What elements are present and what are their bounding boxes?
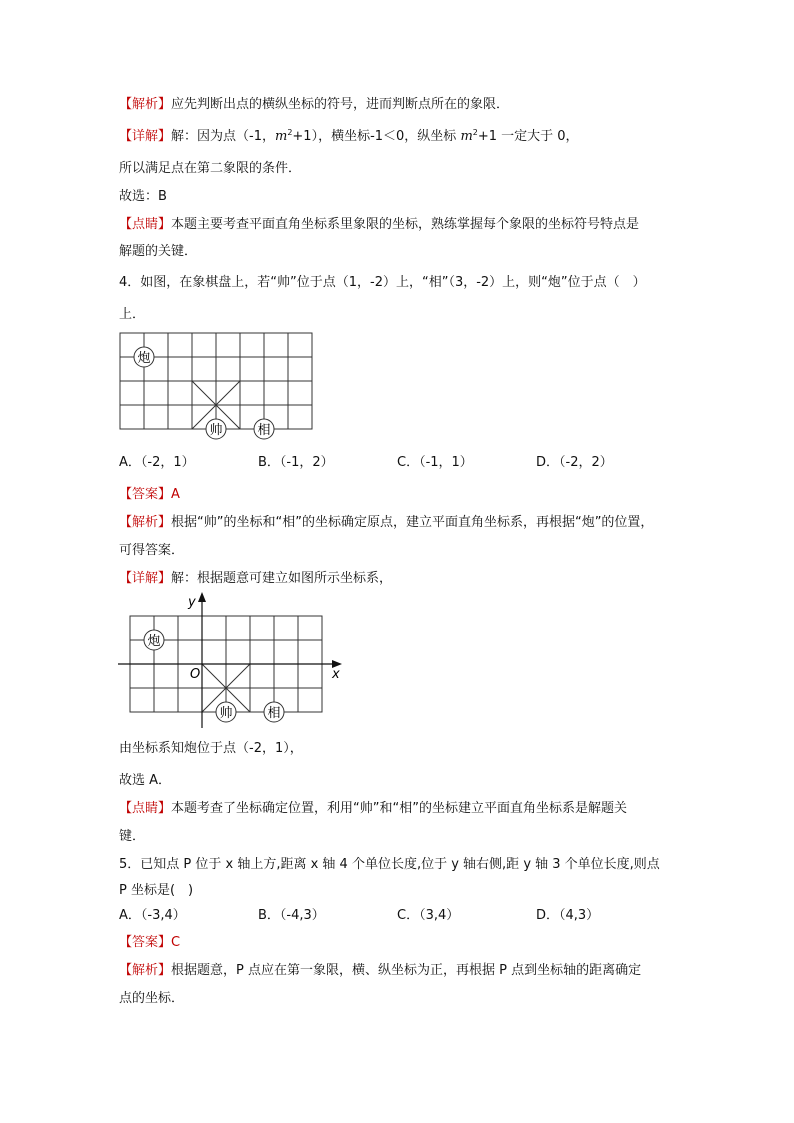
question-4-stem: 4．如图，在象棋盘上，若“帅”位于点（1，-2）上，“相”（3，-2）上，则“炮”位于点（ ） — [119, 275, 646, 290]
q5-option-d: D．（4,3） — [536, 908, 600, 923]
piece-shuai — [206, 419, 226, 439]
piece-xiang-label: 相 — [267, 706, 281, 721]
q4-choice: 故选 A． — [119, 773, 172, 788]
q5-analysis-2: 点的坐标． — [119, 991, 185, 1006]
piece-pao-label: 炮 — [147, 634, 161, 649]
chess-board-figure — [118, 330, 318, 442]
analysis-tag: 【解析】 — [119, 97, 172, 112]
answer-value: C — [171, 935, 181, 950]
detail-line — [119, 128, 579, 146]
detail-tag: 【详解】 — [119, 129, 172, 144]
x-axis-label: x — [332, 667, 340, 682]
q5-analysis — [119, 962, 641, 980]
var-m: m — [460, 129, 473, 144]
q4-detail — [119, 570, 392, 588]
var-m: m — [274, 129, 288, 144]
q5-option-c: C．（3,4） — [397, 908, 460, 923]
choice-line: 故选：B — [119, 189, 167, 204]
piece-xiang — [264, 702, 284, 722]
q4-comment — [119, 800, 627, 818]
comment-tag: 【点睛】 — [119, 801, 172, 816]
q5-option-b: B．（-4,3） — [258, 908, 325, 923]
square-exponent: 2 — [472, 128, 478, 137]
q4-option-c: C．（-1，1） — [397, 455, 473, 470]
y-axis-arrow-icon — [198, 592, 206, 602]
detail-text: 解：根据题意可建立如图所示坐标系， — [171, 571, 393, 586]
piece-pao-label: 炮 — [137, 351, 151, 366]
q5-answer — [119, 934, 180, 952]
coordinate-system-figure — [118, 592, 350, 728]
q4-option-d: D．（-2，2） — [536, 455, 613, 470]
detail-tag: 【详解】 — [119, 571, 172, 586]
piece-shuai — [216, 702, 236, 722]
square-exponent: 2 — [287, 128, 293, 137]
answer-value: A — [171, 487, 180, 502]
piece-pao — [144, 630, 164, 650]
q4-answer — [119, 486, 180, 504]
piece-xiang — [254, 419, 274, 439]
q4-conclusion: 由坐标系知炮位于点（-2，1）， — [119, 741, 303, 756]
q4-analysis — [119, 514, 653, 532]
q5-option-a: A．（-3,4） — [119, 908, 186, 923]
question-5-stem-2: P 坐标是( ) — [119, 883, 194, 898]
piece-pao — [134, 347, 154, 367]
q4-comment-2: 键． — [119, 829, 146, 844]
detail-line-2: 所以满足点在第二象限的条件． — [119, 161, 302, 176]
q4-analysis-2: 可得答案． — [119, 543, 185, 558]
q4-option-a: A．（-2，1） — [119, 455, 195, 470]
detail-text-b: +1），横坐标-1＜0，纵坐标 — [292, 129, 461, 144]
y-axis-label: y — [188, 595, 196, 610]
piece-xiang-label: 相 — [257, 423, 271, 438]
analysis-tag: 【解析】 — [119, 515, 172, 530]
analysis-tag: 【解析】 — [119, 963, 172, 978]
detail-text-c: +1 一定大于 0， — [477, 129, 579, 144]
question-5-stem: 5．已知点 P 位于 x 轴上方,距离 x 轴 4 个单位长度,位于 y 轴右侧,距 y 轴 3 个单位长度,则点 — [119, 857, 660, 872]
comment-text: 本题主要考查平面直角坐标系里象限的坐标，熟练掌握每个象限的坐标符号特点是 — [171, 217, 640, 232]
piece-shuai-label: 帅 — [219, 706, 233, 721]
q4-option-b: B．（-1，2） — [258, 455, 334, 470]
answer-tag: 【答案】 — [119, 935, 172, 950]
question-4-stem-2: 上． — [119, 307, 146, 322]
comment-line-2: 解题的关键． — [119, 244, 198, 259]
origin-label: O — [190, 667, 201, 682]
analysis-text: 根据“帅”的坐标和“相”的坐标确定原点，建立平面直角坐标系，再根据“炮”的位置， — [171, 515, 654, 530]
comment-tag: 【点睛】 — [119, 217, 172, 232]
analysis-text: 根据题意，P 点应在第一象限，横、纵坐标为正，再根据 P 点到坐标轴的距离确定 — [171, 963, 642, 978]
comment-line — [119, 216, 639, 234]
answer-tag: 【答案】 — [119, 487, 172, 502]
analysis-text: 应先判断出点的横纵坐标的符号，进而判断点所在的象限． — [171, 97, 510, 112]
piece-shuai-label: 帅 — [209, 423, 223, 438]
comment-text: 本题考查了坐标确定位置，利用“帅”和“相”的坐标建立平面直角坐标系是解题关 — [171, 801, 627, 816]
detail-text-a: 解：因为点（-1， — [171, 129, 275, 144]
analysis-line — [119, 96, 509, 114]
